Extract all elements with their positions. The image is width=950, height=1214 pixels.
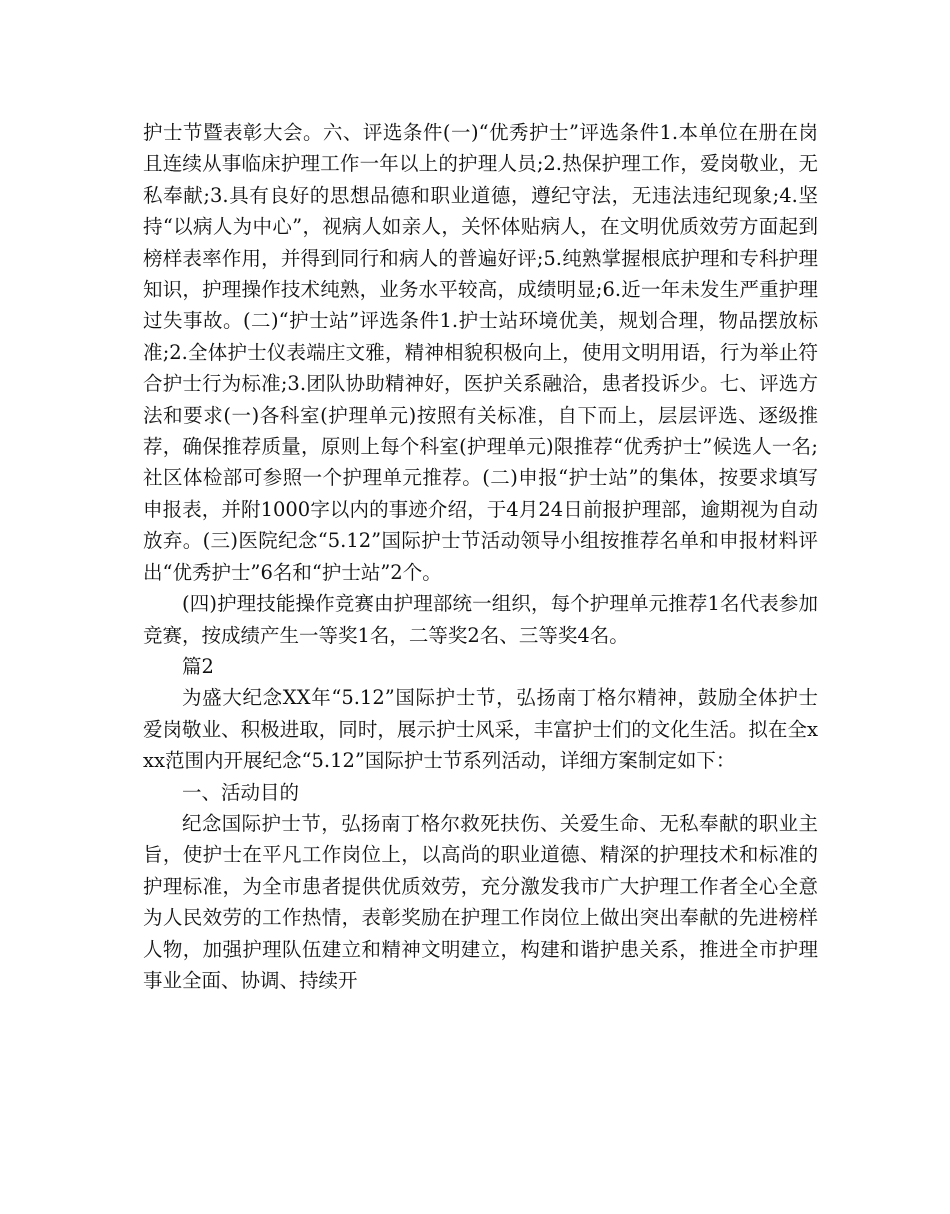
document-body	[143, 117, 818, 996]
section-heading-part-2: 篇2	[182, 654, 214, 678]
paragraph-introduction: 为盛大纪念XX年“5.12”国际护士节，弘扬南丁格尔精神，鼓励全体护士爱岗敬业、积极进取，同时，展示护士风采，丰富护士们的文化生活。拟在全xxx范围内开展纪念“5.12”国际护士节系列活动，详细方案制定如下：	[143, 686, 818, 773]
paragraph-activity-purpose: 纪念国际护士节，弘扬南丁格尔救死扶伤、关爱生命、无私奉献的职业主旨，使护士在平凡工作岗位上，以高尚的职业道德、精深的护理技术和标准的护理标准，为全市患者提供优质效劳，充分激发我市广大护理工作者全心全意为人民效劳的工作热情，表彰奖励在护理工作岗位上做出突出奉献的先进榜样人物，加强护理队伍建立和精神文明建立，构建和谐护患关系，推进全市护理事业全面、协调、持续开	[143, 811, 818, 992]
section-heading-activity-purpose: 一、活动目的	[182, 780, 300, 804]
paragraph-evaluation-criteria: 护士节暨表彰大会。六、评选条件(一)“优秀护士”评选条件1.本单位在册在岗且连续从事临床护理工作一年以上的护理人员;2.热保护理工作，爱岗敬业，无私奉献;3.具有良好的思想品德和职业道德，遵纪守法，无违法违纪现象;4.坚持“以病人为中心”，视病人如亲人，关怀体贴病人，在文明优质效劳方面起到榜样表率作用，并得到同行和病人的普遍好评;5.纯熟掌握根底护理和专科护理知识，护理操作技术纯熟，业务水平较高，成绩明显;6.近一年未发生严重护理过失事故。(二)“护士站”评选条件1.护士站环境优美，规划合理，物品摆放标准;2.全体护士仪表端庄文雅，精神相貌积极向上，使用文明用语，行为举止符合护士行为标准;3.团队协助精神好，医护关系融洽，患者投诉少。七、评选方法和要求(一)各科室(护理单元)按照有关标准，自下而上，层层评选、逐级推荐，确保推荐质量，原则上每个科室(护理单元)限推荐“优秀护士”候选人一名;社区体检部可参照一个护理单元推荐。(二)申报“护士站”的集体，按要求填写申报表，并附1000字以内的事迹介绍，于4月24日前报护理部，逾期视为自动放弃。(三)医院纪念“5.12”国际护士节活动领导小组按推荐名单和申报材料评出“优秀护士”6名和“护士站”2个。	[143, 121, 818, 584]
paragraph-skills-competition: (四)护理技能操作竞赛由护理部统一组织，每个护理单元推荐1名代表参加竞赛，按成绩产生一等奖1名，二等奖2名、三等奖4名。	[143, 592, 818, 647]
